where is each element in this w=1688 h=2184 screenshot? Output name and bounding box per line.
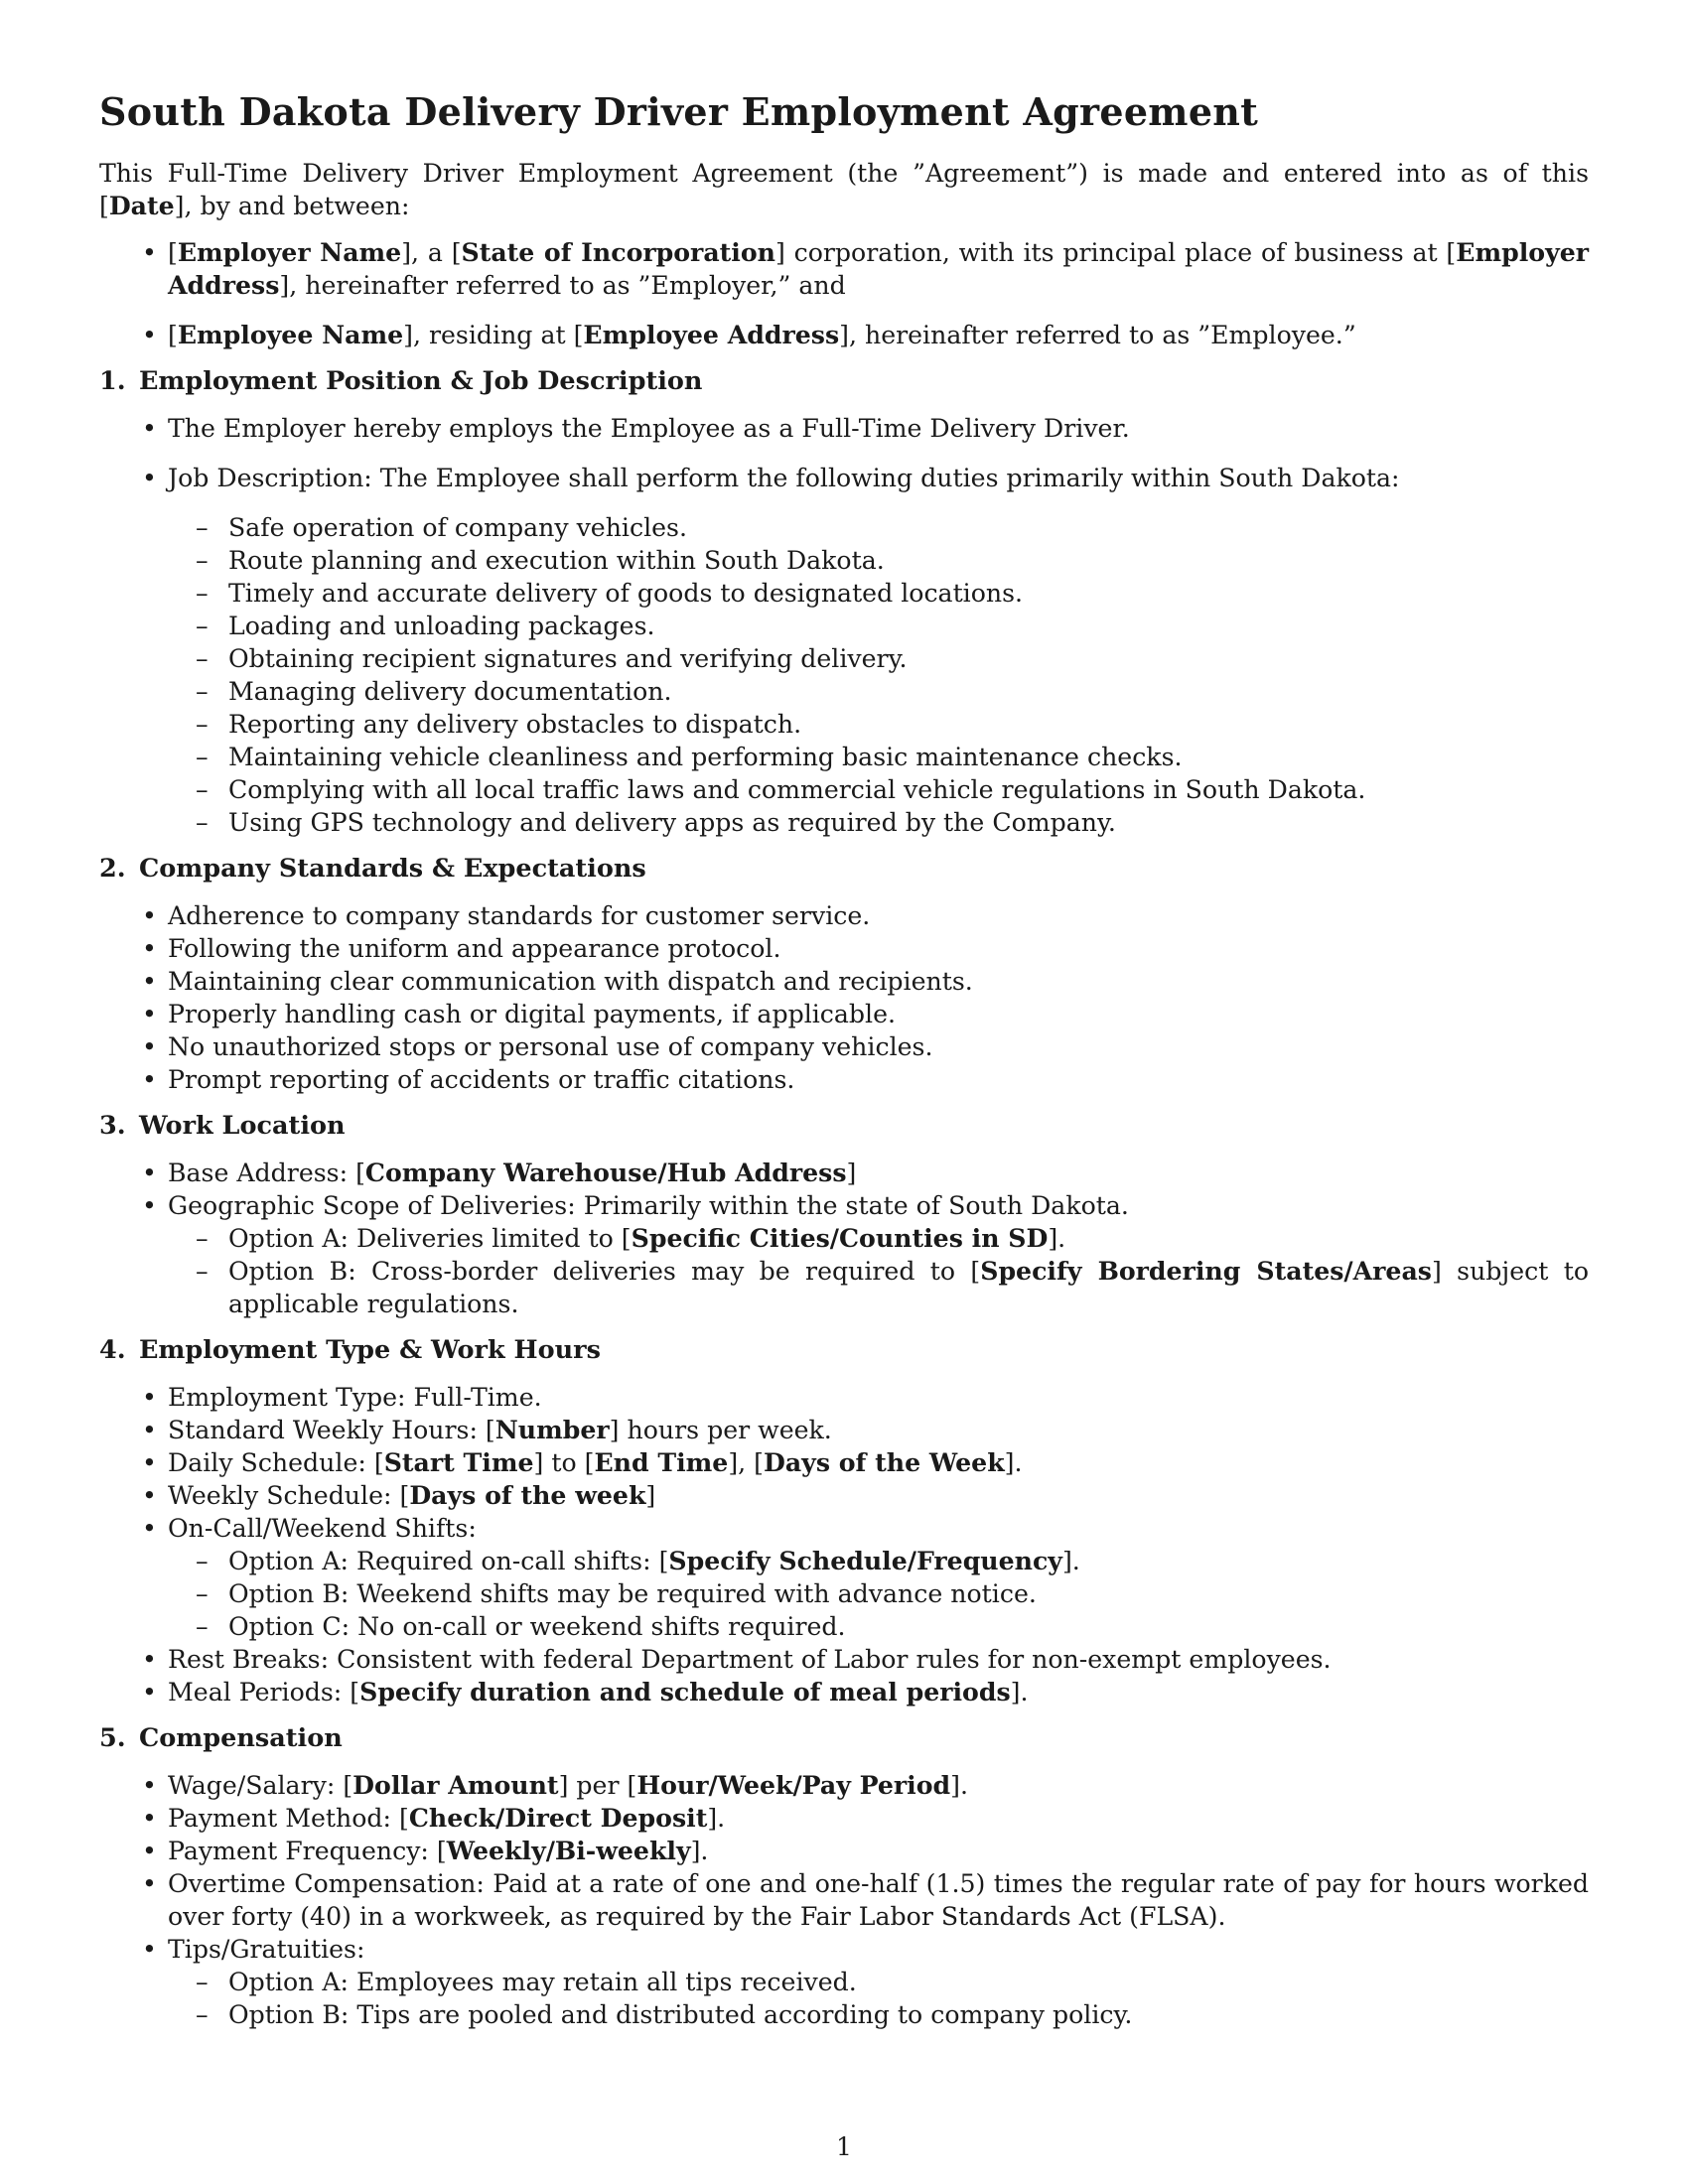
end-time-field: End Time — [594, 1447, 729, 1477]
duty-item: – Route planning and execution within South Dakota. — [168, 544, 1589, 577]
date-field: Date — [108, 191, 175, 220]
list-item: • On-Call/Weekend Shifts: – Option A: Required on-call shifts: [Specify Schedule/Frequency]. – Option B: Weekend shifts may be required with advance notice. – Option C: No on-call or weekend shifts required. — [99, 1512, 1589, 1643]
duty-item: – Managing delivery documentation. — [168, 675, 1589, 708]
party-employer: • [Employer Name], a [State of Incorporation] corporation, with its principal place of business at [Employer Address], hereinafter referred to as ”Employer,” and — [99, 236, 1589, 302]
list-item: • Following the uniform and appearance protocol. — [99, 932, 1589, 965]
section-2-list — [99, 899, 1589, 1096]
list-item: • Employment Type: Full-Time. — [99, 1381, 1589, 1414]
document-title: South Dakota Delivery Driver Employment Agreement — [99, 89, 1259, 134]
days-field: Days of the Week — [764, 1447, 1005, 1477]
list-item: • Meal Periods: [Specify duration and schedule of meal periods]. — [99, 1676, 1589, 1708]
bordering-states-field: Specify Bordering States/Areas — [980, 1256, 1432, 1286]
option-item: – Option A: Employees may retain all tips received. — [168, 1966, 1589, 1998]
employer-name-field: Employer Name — [177, 237, 402, 267]
list-item: • Properly handling cash or digital payments, if applicable. — [99, 998, 1589, 1030]
employee-address-field: Employee Address — [583, 320, 840, 349]
list-item: • No unauthorized stops or personal use of company vehicles. — [99, 1030, 1589, 1063]
list-item: • Overtime Compensation: Paid at a rate of one and one-half (1.5) times the regular rate of pay for hours worked over forty (40) in a workweek, as required by the Fair Labor Standards Act (FLSA). — [99, 1867, 1589, 1933]
section-2-heading: 2. Company Standards & Expectations — [99, 854, 646, 884]
duties-list — [99, 511, 1589, 839]
oncall-schedule-field: Specify Schedule/Frequency — [668, 1546, 1062, 1575]
list-item: • Wage/Salary: [Dollar Amount] per [Hour/Week/Pay Period]. — [99, 1769, 1589, 1802]
dollar-amount-field: Dollar Amount — [352, 1770, 559, 1800]
duty-item: – Loading and unloading packages. — [168, 610, 1589, 642]
list-item: • Adherence to company standards for customer service. — [99, 899, 1589, 932]
tips-options — [99, 1966, 1589, 2031]
weekly-days-field: Days of the week — [409, 1480, 646, 1510]
list-item: • Job Description: The Employee shall perform the following duties primarily within South Dakota: – Safe operation of company vehicles. – Route planning and execution within South Dakota. – Timely and accurate delivery of goods to designated locations. – Loading and unloading packages. – Obtaining recipient signatures and verifying delivery. – Managing delivery documentation. – Reporting any delivery obstacles to dispatch. – Maintaining vehicle cleanliness and performing basic maintenance checks. – Complying with all local traffic laws and commercial vehicle regulations in South Dakota. – Using GPS technology and delivery apps as required by the Company. — [99, 462, 1589, 839]
parties-list — [99, 236, 1589, 351]
list-item: • Payment Method: [Check/Direct Deposit]. — [99, 1802, 1589, 1835]
employee-name-field: Employee Name — [177, 320, 404, 349]
payment-method-field: Check/Direct Deposit — [408, 1803, 708, 1833]
hours-number-field: Number — [494, 1415, 610, 1444]
scope-options — [99, 1222, 1589, 1320]
page-number: 1 — [836, 2132, 852, 2161]
oncall-options — [99, 1545, 1589, 1643]
intro-paragraph: This Full-Time Delivery Driver Employment Agreement (the ”Agreement”) is made and entered into as of this [Date], by and between: — [99, 159, 1589, 220]
section-1-heading: 1. Employment Position & Job Description — [99, 366, 703, 396]
state-of-incorporation-field: State of Incorporation — [461, 237, 775, 267]
section-5-list — [99, 1769, 1589, 2031]
list-item: • Standard Weekly Hours: [Number] hours per week. — [99, 1414, 1589, 1446]
cities-field: Specific Cities/Counties in SD — [631, 1223, 1049, 1253]
option-item: – Option C: No on-call or weekend shifts required. — [168, 1610, 1589, 1643]
list-item: • Rest Breaks: Consistent with federal Department of Labor rules for non-exempt employees. — [99, 1643, 1589, 1676]
duty-item: – Reporting any delivery obstacles to dispatch. — [168, 708, 1589, 741]
duty-item: – Safe operation of company vehicles. — [168, 511, 1589, 544]
duty-item: – Obtaining recipient signatures and verifying delivery. — [168, 642, 1589, 675]
employer-address-field: Employer Address — [168, 237, 1590, 300]
list-item: • Prompt reporting of accidents or traffic citations. — [99, 1063, 1589, 1096]
pay-period-field: Hour/Week/Pay Period — [636, 1770, 951, 1800]
option-item: – Option B: Tips are pooled and distributed according to company policy. — [168, 1998, 1589, 2031]
option-item: – Option A: Required on-call shifts: [Specify Schedule/Frequency]. — [168, 1545, 1589, 1577]
list-item: • Maintaining clear communication with dispatch and recipients. — [99, 965, 1589, 998]
list-item: • Payment Frequency: [Weekly/Bi-weekly]. — [99, 1835, 1589, 1867]
list-item: • Base Address: [Company Warehouse/Hub Address] — [99, 1157, 1589, 1189]
list-item: • The Employer hereby employs the Employee as a Full-Time Delivery Driver. — [99, 412, 1589, 445]
section-3-list — [99, 1157, 1589, 1320]
option-item: – Option A: Deliveries limited to [Specific Cities/Counties in SD]. — [168, 1222, 1589, 1255]
list-item: • Geographic Scope of Deliveries: Primarily within the state of South Dakota. – Option A: Deliveries limited to [Specific Cities/Counties in SD]. – Option B: Cross-border deliveries may be required to [Specify Bordering States/Areas] subject to applicable regulations. — [99, 1189, 1589, 1320]
option-item: – Option B: Weekend shifts may be required with advance notice. — [168, 1577, 1589, 1610]
duty-item: – Timely and accurate delivery of goods to designated locations. — [168, 577, 1589, 610]
section-4-heading: 4. Employment Type & Work Hours — [99, 1335, 601, 1365]
section-3-heading: 3. Work Location — [99, 1111, 346, 1141]
duty-item: – Maintaining vehicle cleanliness and performing basic maintenance checks. — [168, 741, 1589, 773]
duty-item: – Complying with all local traffic laws and commercial vehicle regulations in South Dakota. — [168, 773, 1589, 806]
duty-item: – Using GPS technology and delivery apps as required by the Company. — [168, 806, 1589, 839]
list-item: • Tips/Gratuities: – Option A: Employees may retain all tips received. – Option B: Tips are pooled and distributed according to company policy. — [99, 1933, 1589, 2031]
list-item: • Daily Schedule: [Start Time] to [End Time], [Days of the Week]. — [99, 1446, 1589, 1479]
meal-periods-field: Specify duration and schedule of meal periods — [359, 1677, 1011, 1706]
section-1-list — [99, 412, 1589, 839]
start-time-field: Start Time — [383, 1447, 534, 1477]
payment-frequency-field: Weekly/Bi-weekly — [446, 1836, 691, 1865]
option-item: – Option B: Cross-border deliveries may be required to [Specify Bordering States/Areas] subject to applicable regulations. — [168, 1255, 1589, 1320]
party-employee: • [Employee Name], residing at [Employee Address], hereinafter referred to as ”Employee.” — [99, 319, 1589, 351]
list-item: • Weekly Schedule: [Days of the week] — [99, 1479, 1589, 1512]
hub-address-field: Company Warehouse/Hub Address — [364, 1158, 847, 1187]
section-4-list — [99, 1381, 1589, 1708]
document-page — [99, 89, 1589, 2031]
section-5-heading: 5. Compensation — [99, 1723, 343, 1753]
